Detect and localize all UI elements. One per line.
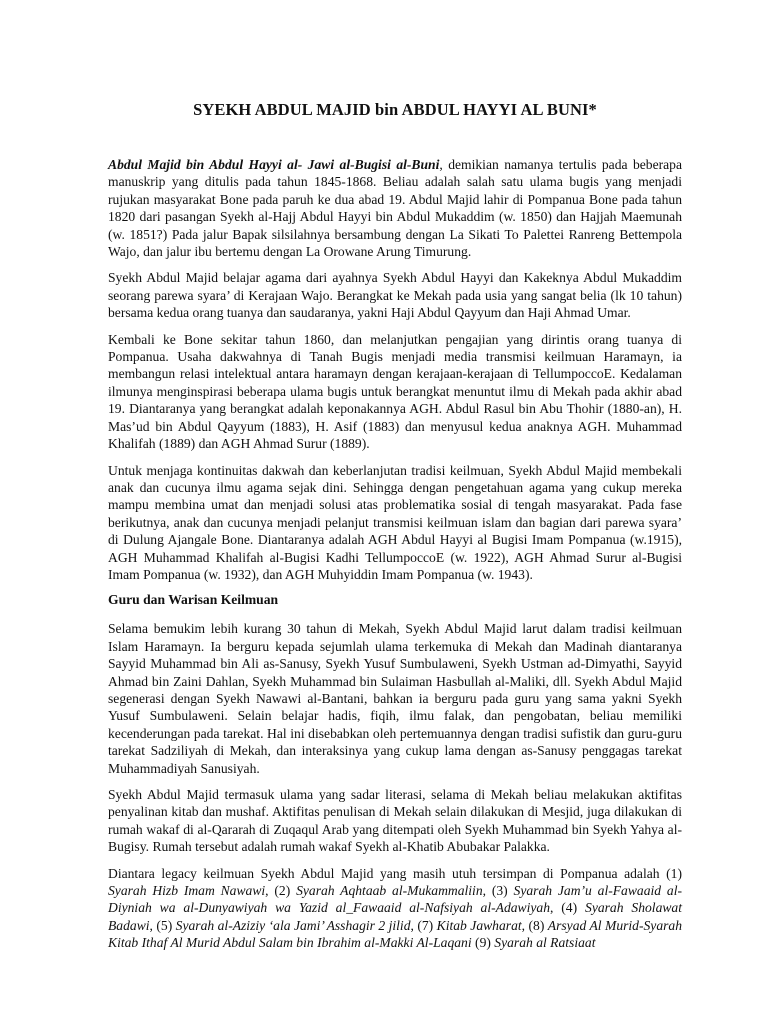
work-title: Syarah Hizb Imam Nawawi: [108, 883, 266, 899]
paragraph-return-to-bone: Kembali ke Bone sekitar tahun 1860, dan melanjutkan pengajian yang dirintis orang tuanya di Pompanua. Usaha dakwahnya di Tanah Bugis menjadi media transmisi keilmuan Haramayn, ia membangun relasi intelektual antara haramayn dengan kerajaan-kerajaan di TellumpoccoE. Kedalaman ilmunya menginspirasi beberapa ulama bugis untuk berangkat menuntut ilmu di Mekah pada akhir abad 19. Diantaranya yang berangkat adalah keponakannya AGH. Abdul Rasul bin Abu Thohir (1880-an), H. Mas’ud bin Abdul Qayyum (1883), H. Asif (1883) dan menyusul kedua anaknya AGH. Muhammad Khalifah (1889) dan AGH Ahmad Surur (1889).: [108, 331, 682, 452]
paragraph-intro: [108, 156, 682, 260]
legacy-intro: Diantara legacy keilmuan Syekh Abdul Majid yang masih utuh tersimpan di Pompanua adalah (1): [108, 865, 682, 881]
paragraph-legacy: [108, 865, 682, 952]
work-title: Syarah Aqhtaab al-Mukammaliin: [296, 883, 483, 899]
work-title: Syarah al-Aziziy ‘ala Jami’ Asshagir 2 jilid: [175, 917, 411, 933]
document-page: [108, 100, 682, 961]
work-title: Kitab Jawharat: [436, 917, 522, 933]
legacy-separator: , (5): [149, 917, 176, 933]
legacy-separator: (9): [471, 935, 495, 951]
paragraph-education: Syekh Abdul Majid belajar agama dari ayahnya Syekh Abdul Hayyi dan Kakeknya Abdul Mukaddim seorang parewa syara’ di Kerajaan Wajo. Berangkat ke Mekah pada usia yang sangat belia (lk 10 tahun) bersama kedua orang tuanya dan saudaranya, yakni Haji Abdul Qayyum dan Haji Ahmad Umar.: [108, 270, 682, 321]
legacy-separator: , (2): [265, 883, 297, 899]
legacy-separator: , (4): [550, 900, 586, 916]
section-heading: Guru dan Warisan Keilmuan: [108, 592, 279, 608]
paragraph-teachers: Selama bemukim lebih kurang 30 tahun di Mekah, Syekh Abdul Majid larut dalam tradisi keilmuan Islam Haramayn. Ia berguru kepada sejumlah ulama terkemuka di Mekah dan Madinah diantaranya Sayyid Muhammad bin Ali as-Sanusy, Syekh Yusuf Sumbulaweni, Syekh Ustman ad-Dimyathi, Sayyid Ahmad bin Zaini Dahlan, Syekh Muhammad bin Sulaiman Hasbullah al-Maliki, dll. Syekh Abdul Majid segenerasi dengan Syekh Nawawi al-Bantani, bahkan ia berguru pada guru yang sama yakni Syekh Yusuf Sumbulaweni. Selain belajar hadis, fiqih, ilmu falak, dan pengobatan, beliau memiliki kecenderungan pada tarekat. Hal ini disebabkan oleh pertemuannya dengan tradisi sufistik dan guru-guru tarekat Sadziliyah di Mekah, dan interaksinya yang cukup lama dengan as-Sanusy penggagas tarekat Muhammadiyah Sanusiyah.: [108, 621, 682, 776]
document-title: SYEKH ABDUL MAJID bin ABDUL HAYYI AL BUNI*: [193, 100, 597, 119]
subject-name: Abdul Majid bin Abdul Hayyi al- Jawi al-Bugisi al-Buni: [108, 157, 440, 172]
work-title: Arsyad Al Murid-Syarah Kitab Ithaf Al Murid Abdul Salam bin Ibrahim al-Makki Al-Laqani: [108, 917, 683, 951]
paragraph-literacy: Syekh Abdul Majid termasuk ulama yang sadar literasi, selama di Mekah beliau melakukan aktifitas penyalinan kitab dan mushaf. Aktifitas penulisan di Mekah selain dilakukan di Mesjid, juga dilakukan di rumah wakaf di al-Qararah di Zuqaqul Arab yang ditempati oleh Syekh Muhammad bin Syekh Yahya al-Bugisy. Rumah tersebut adalah rumah wakaf Syekh al-Khatib Abubakar Palakka.: [108, 787, 682, 855]
paragraph-continuity: Untuk menjaga kontinuitas dakwah dan keberlanjutan tradisi keilmuan, Syekh Abdul Majid membekali anak dan cucunya ilmu agama sejak dini. Sehingga dengan pengetahuan agama yang cukup mereka mampu membina umat dan menjadi solusi atas problematika sosial di tengah masyarakat. Pada fase berikutnya, anak dan cucunya menjadi pelanjut transmisi keilmuan islam dan bagian dari parewa syara’ di Dulung Ajangale Bone. Diantaranya adalah AGH Abdul Hayyi al Bugisi Imam Pompanua (w.1915), AGH Muhammad Khalifah al-Bugisi Kadhi TellumpoccoE (w. 1922), AGH Ahmad Surur al-Bugisi Imam Pompanua (w. 1932), dan AGH Muhyiddin Imam Pompanua (w. 1943).: [108, 462, 682, 582]
work-title: Syarah al Ratsiaat: [494, 935, 596, 951]
legacy-separator: , (3): [482, 883, 514, 899]
legacy-separator: , (8): [521, 917, 548, 933]
work-title: Syarah Jam’u al-Fawaaid al-Diyniah wa al-Dunyawiyah wa Yazid al_Fawaaid al-Nafsiyah al-Adawiyah: [108, 883, 682, 916]
work-title: Syarah Sholawat Badawi: [108, 900, 683, 933]
paragraph-intro-text: , demikian namanya tertulis pada beberapa manuskrip yang ditulis pada tahun 1845-1868. Beliau adalah salah satu ulama bugis yang menjadi rujukan masyarakat Bone pada paruh ke dua abad 19. Abdul Majid lahir di Pompanua Bone pada tahun 1820 dari pasangan Syekh al-Hajj Abdul Hayyi bin Abdul Mukaddim (w. 1850) dan Hajjah Maemunah (w. 1851?) Pada jalur Bapak silsilahnya bersambung dengan La Sikati To Palettei Ranreng Bettempola Wajo, dan jalur ibu bertemu dengan La Orowane Arung Timurung.: [108, 157, 682, 260]
legacy-separator: , (7): [410, 917, 437, 933]
